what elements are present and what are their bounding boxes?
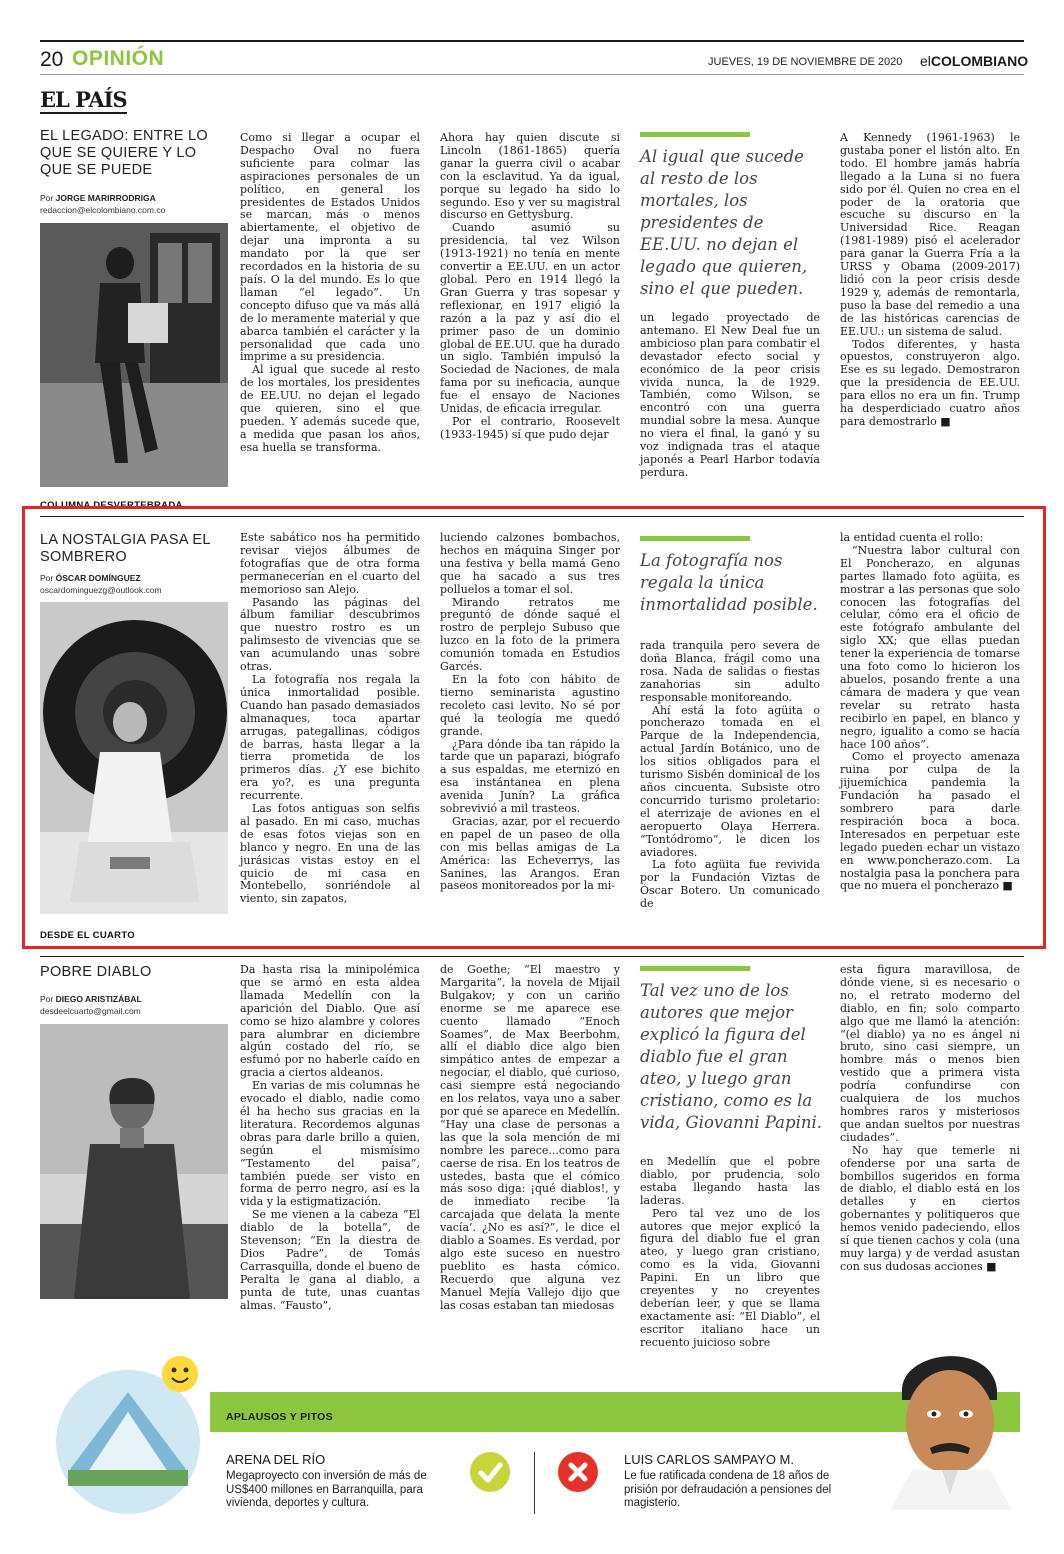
banner-label: APLAUSOS Y PITOS	[226, 1411, 333, 1423]
whistle-text: Le fue ratificada condena de 18 años de prisión por defraudación a pensiones del magisterio.	[624, 1470, 832, 1509]
applause-title: ARENA DEL RÍO	[226, 1452, 326, 1467]
banner-divider	[534, 1452, 535, 1514]
column-label: DESDE EL CUARTO	[40, 930, 135, 941]
article-column-2: de Goethe; “El maestro y Margarita”, la novela de Mijail Bulgakov; y con un cariño enorme se me aparece ese cuento llamado “Enoch Soames”, de Max Beerbohm, allí el diablo dice algo bien simpático antes de empezar a negociar, el diablo, qué curioso, casi siempre está negociando en los relatos, vaya uno a saber por qué se aparece en Medellín. “Hay una clase de personas a las que la sola mención de mi nombre les parece...como para caerse de risa. En los teatros de ustedes, basta que el cómico más soso diga: ¡qué diablos!, y de inmediato recibe ‘la carcajada que delata la mente vacía’. ¿No es así?”, le dice el diablo a Soames. Es verdad, por algo este suceso en nuestro pueblito es hasta cómico. Recuerdo que alguna vez Manuel Mejía Vallejo dijo que las cosas estaban tan miedosas	[440, 963, 620, 1312]
article-column-1: Este sabático nos ha permitido revisar viejos álbumes de fotografías que de otra forma permanecerían en el cuarto del memorioso san Alejo. Pasando las páginas del álbum familiar descubrimos que nuestro rostro es un palimsesto de vivencias que se van acumulando unas sobre otras. La fotografía nos regala la única inmortalidad posible. Cuando han pasado demasiados almanaques, toca apartar arrugas, pategallinas, códigos de barras, hasta llegar a la tierra prometida de los primeros días. ¿Y ese bichito era yo?, es una pregunta recurrente. Las fotos antiguas son selfis al pasado. En mi caso, muchas de esas fotos viejas son en blanco y negro. En una de las jurásicas vistas estoy en el quicio de mi casa en Montebello, sonriéndole al viento, sin zapatos,	[240, 531, 420, 906]
author-email: redaccion@elcolombiano.com.co	[40, 205, 166, 215]
top-rule	[40, 40, 1024, 42]
arena-illustration-icon	[48, 1352, 208, 1517]
caricature-icon	[872, 1330, 1022, 1510]
article-title: LA NOSTALGIA PASA EL SOMBRERO	[40, 532, 211, 565]
article-byline: Por DIEGO ARISTIZÁBAL	[40, 994, 142, 1004]
article-byline: Por JORGE MARIRRODRIGA	[40, 193, 156, 203]
article-column-2: luciendo calzones bombachos, hechos en máquina Singer por una festiva y bella mamá Geno que ha sacado a sus tres polluelos a tomar el sol. Mirando retratos me preguntó de dónde saqué el rostro de perplejo Subuso que luzco en la foto de la primera comunión tomada en Estudios Garcés. En la foto con hábito de tierno seminarista agustino recoleto casi levito. No sé por qué la teología me quedó grande. ¿Para dónde iba tan rápido la tarde que un paparazi, biógrafo a sus espaldas, me eternizó en esa instántanea en plena avenida Junín? La gráfica sobrevivió a mil trasteos. Gracias, azar, por el recuerdo en papel de un paseo de olla con mis bellas amigas de La América: las Echeverrys, las Sanines, las Arangos. Eran paseos monitoreados por la mi-	[440, 531, 620, 893]
article-legado	[40, 126, 1024, 511]
article-column-3: un legado proyectado de antemano. El New Deal fue un ambicioso plan para combatir el devastador efecto social y económico de la peor crisis vivida nunca, la de 1929. También, como Wilson, se encontró con una guerra mundial sobre la mesa. Aunque no viera el final, la ganó y su voz indignada tras el ataque japonés a Pearl Harbor todavía perdura.	[640, 311, 820, 479]
pull-quote-bar	[640, 536, 750, 541]
article-nostalgia	[40, 516, 1024, 941]
article-title: POBRE DIABLO	[40, 964, 152, 980]
masthead-name: COLOMBIANO	[930, 53, 1029, 69]
check-icon	[470, 1452, 510, 1492]
statue-photo	[40, 223, 228, 487]
applause-text: Megaproyecto con inversión de más de US$400 millones en Barranquilla, para vivienda, deportes y cultura.	[226, 1470, 427, 1509]
pull-quote-bar	[640, 966, 750, 971]
article-column-4: la entidad cuenta el rollo: “Nuestra labor cultural con El Poncherazo, en algunas partes llamado foto agüita, es mostrar a las personas que solo conocen las fotografías del celular, cómo era el oficio de este fotógrafo ambulante del siglo XX; que ellas puedan tener la experiencia de tomarse una foto como lo hicieron los abuelos, posando frente a una cámara de madera y que vean revelar su retrato hasta recibirlo en papel, en blanco y negro, igualito a como se hacía hace 100 años”. Como el proyecto amenaza ruina por culpa de la jijuemíchica pandemia la Fundación ha pasado el sombrero para darle respiración boca a boca. Interesados en perpetuar este legado pueden echar un vistazo en www.poncherazo.com. La nostalgia pasa la ponchera para que no muera el poncherazo ■	[840, 531, 1020, 893]
row-divider	[40, 956, 1024, 957]
header-rule	[40, 74, 1024, 75]
author-email: desdeelcuarto@gmail.com	[40, 1006, 141, 1016]
article-byline: Por ÓSCAR DOMÍNGUEZ	[40, 573, 141, 583]
masthead-prefix: el	[920, 53, 931, 69]
column-label: COLUMNA DESVERTEBRADA	[40, 500, 183, 511]
article-column-1: Da hasta risa la minipolémica que se armó en esta aldea llamada Medellín con la aparición del Diablo. Que así como se hizo alambre y colores para alumbrar en diciembre algún costado del río, se esfumó por no haberle caído en gracia a ciertos aldeanos. En varias de mis columnas he evocado el diablo, nadie como él ha hecho sus gracias en la literatura. Recordemos algunas obras para darle brillo a quien, según el mismísimo “Testamento del paisa”, también puede ser visto en forma de perro negro, así es la vida y la estigmatización. Se me vienen a la cabeza “El diablo de la botella”, de Stevenson; “En la diestra de Dios Padre”, de Tomás Carrasquilla, donde el bueno de Peralta le gana al diablo, a punta de tute, unas cuantas almas. “Fausto”,	[240, 963, 420, 1312]
article-column-4: esta figura maravillosa, de dónde viene, si es necesario o no, el retrato moderno del diablo, en fin; solo comparto algo que me llamó la atención: “(el diablo) ya no es ángel ni bruto, sino casi siempre, un hombre más o menos bien vestido que a primera vista podría confundirse con cualquiera de los muchos hombres raros y misteriosos que andan sueltos por nuestras ciudades”. No hay que temerle ni ofenderse por una sarta de bombillos sugeridos en forma de diablo, el diablo está en los detalles y en ciertos gobernantes y politiqueros que hemos venido padeciendo, ellos sí que tienen cachos y cola (una muy larga) y de verdad asustan con sus dudosas acciones ■	[840, 963, 1020, 1273]
article-title: EL LEGADO: ENTRE LO QUE SE QUIERE Y LO QUE SE PUEDE	[40, 128, 208, 178]
section-title: OPINIÓN	[72, 47, 165, 70]
article-column-3: rada tranquila pero severa de doña Blanca, frágil como una rosa. Nada de salidas o fiestas zanahorias sin adulto responsable monitoreando. Ahí está la foto agüita o poncherazo tomada en el Parque de la Independencia, actual Jardín Botánico, uno de los sitios obligados para el turismo Sisbén dominical de los años cincuenta. Subsiste otro concurrido turismo proletario: el aterrizaje de aviones en el aeropuerto Olaya Herrera. “Tontódromo”, le dicen los aviadores. La foto agüita fue revivida por la Fundación Viztas de Óscar Botero. Un comunicado de	[640, 639, 820, 911]
article-column-4: A Kennedy (1961-1963) le gustaba poner el listón alto. En todo. El hombre jamás habría llegado a la Luna si no fuera sido por él. Quien no crea en el poder de la oratoria que escuche su discurso en la Universidad Rice. Reagan (1981-1989) pisó el acelerador para ganar la Guerra Fría a la URSS y Obama (2009-2017) lidió con la peor crisis desde 1929 y, además de remontarla, puso la base del remedio a una de las históricas carencias de EE.UU.: un sistema de salud. Todos diferentes, y hasta opuestos, construyeron algo. Ese es su legado. Demostraron que la presidencia de EE.UU. para ellos no era un fin. Trump ha desperdiciado cuatro años para demostrarlo ■	[840, 131, 1020, 428]
author-photo	[40, 1024, 228, 1299]
pull-quote: La fotografía nos regala la única inmortalidad posible.	[640, 551, 818, 614]
dateline: JUEVES, 19 DE NOVIEMBRE DE 2020	[708, 56, 903, 68]
partner-logo: EL PAÍS	[40, 87, 127, 112]
article-column-3: en Medellín que el pobre diablo, por prudencia, solo estaba llegando hasta las laderas. Pero tal vez uno de los autores que mejor explicó la figura del diablo fue el gran ateo, y luego gran cristiano, como es la vida, Giovanni Papini. En un libro que creyentes y no creyentes deberían leer, y que se llama exactamente así: “El Diablo”, el escritor italiano hace un recuento juicioso sobre	[640, 1155, 820, 1349]
pull-quote: Tal vez uno de los autores que mejor explicó la figura del diablo fue el gran ateo, y luego gran cristiano, como es la vida, Giovanni Papini.	[640, 981, 822, 1132]
whistle-title: LUIS CARLOS SAMPAYO M.	[624, 1452, 795, 1467]
article-column-2: Ahora hay quien discute si Lincoln (1861-1865) quería ganar la guerra civil o acabar con la esclavitud. Ya da igual, porque su legado ha sido lo segundo. Eso y ver su magistral discurso en Gettysburg. Cuando asumió su presidencia, tal vez Wilson (1913-1921) no tenía en mente convertir a EE.UU. en un actor global. Pero en 1914 llegó la Gran Guerra y tras sopesar y reflexionar, en 1917 eligió la razón a la paz y así dio el primer paso de un dominio global de EE.UU. que ha durado un siglo. También impulsó la Sociedad de Naciones, de mala fama por su ineficacia, aunque fue el ensayo de Naciones Unidas, de eficacia irregular. Por el contrario, Roosevelt (1933-1945) sí que pudo dejar	[440, 131, 620, 441]
author-photo	[40, 602, 228, 914]
row-divider	[40, 516, 1024, 517]
article-column-1: Como si llegar a ocupar el Despacho Oval no fuera suficiente para colmar las aspiraciones personales de un político, en general los presidentes de Estados Unidos se marcan, más o menos abiertamente, el objetivo de dejar una impronta a su mandato por la que ser recordados en la historia de su país. O la del mundo. Es lo que llaman “el legado”. Un concepto difuso que va más allá de lo meramente material y que abarca también el carácter y la personalidad que cada uno imprime a su presidencia. Al igual que sucede al resto de los mortales, los presidentes de EE.UU. no dejan el legado que quieren, sino el que pueden. Y además sucede que, a medida que pasan los años, esa huella se transforma.	[240, 131, 420, 454]
author-email: oscardominguezg@outlook.com	[40, 585, 162, 595]
cross-icon	[558, 1452, 598, 1492]
pull-quote: Al igual que sucede al resto de los mortales, los presidentes de EE.UU. no dejan el legado que quieren, sino el que pueden.	[640, 147, 808, 298]
page-number: 20	[40, 48, 64, 71]
masthead-logo	[920, 53, 1028, 69]
article-pobre-diablo	[40, 956, 1024, 1356]
pull-quote-bar	[640, 132, 750, 137]
